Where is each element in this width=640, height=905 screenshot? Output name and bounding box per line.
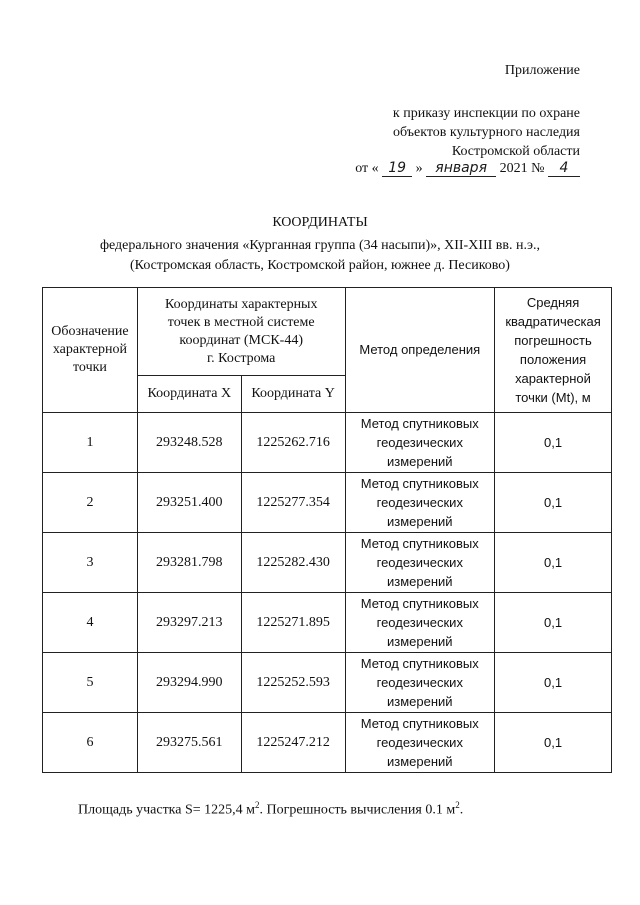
area-end: .: [459, 802, 464, 818]
cell-point: 6: [43, 713, 138, 773]
area-unit-sup: 2: [255, 800, 260, 810]
cell-accuracy: 0,1: [495, 593, 612, 653]
table-row: [43, 593, 612, 653]
table-row: [43, 533, 612, 593]
cell-accuracy: 0,1: [495, 533, 612, 593]
cell-point: 2: [43, 473, 138, 533]
cell-point: 5: [43, 653, 138, 713]
cell-x: 293297.213: [137, 593, 241, 653]
cell-y: 1225282.430: [241, 533, 345, 593]
cell-accuracy: 0,1: [495, 713, 612, 773]
cell-method: Метод спутниковых геодезических измерений: [345, 653, 495, 713]
cell-point: 1: [43, 413, 138, 473]
document-title: КООРДИНАТЫ: [272, 215, 368, 230]
table-row: [43, 473, 612, 533]
cell-method: Метод спутниковых геодезических измерений: [345, 533, 495, 593]
cell-y: 1225277.354: [241, 473, 345, 533]
order-date-line: [355, 160, 580, 177]
date-mid: »: [415, 161, 423, 176]
table-row: [43, 653, 612, 713]
header-coords-line-3: координат (МСК-44): [179, 332, 303, 348]
cell-method: Метод спутниковых геодезических измерений: [345, 713, 495, 773]
header-point: Обозначение характерной точки: [43, 288, 138, 413]
cell-y: 1225262.716: [241, 413, 345, 473]
accuracy-text: . Погрешность вычисления 0.1 м: [259, 802, 456, 818]
header-coordinates-group: [137, 288, 345, 376]
cell-point: 3: [43, 533, 138, 593]
header-x: Координата X: [137, 376, 241, 413]
header-coords-line-4: г. Кострома: [207, 350, 276, 366]
header-method: Метод определения: [345, 288, 495, 413]
cell-accuracy: 0,1: [495, 653, 612, 713]
header-coords-line-1: Координаты характерных: [164, 296, 318, 312]
document-subtitle-2: (Костромская область, Костромской район, южнее д. Песиково): [130, 258, 510, 273]
coordinates-table: [42, 287, 612, 773]
document-subtitle-1: федерального значения «Курганная группа (34 насыпи)», XII-XIII вв. н.э.,: [99, 238, 541, 253]
cell-method: Метод спутниковых геодезических измерений: [345, 413, 495, 473]
cell-x: 293281.798: [137, 533, 241, 593]
cell-y: 1225271.895: [241, 593, 345, 653]
cell-accuracy: 0,1: [495, 473, 612, 533]
date-year: 2021 №: [499, 161, 545, 176]
handwritten-day: 19: [382, 160, 412, 177]
cell-x: 293275.561: [137, 713, 241, 773]
cell-method: Метод спутниковых геодезических измерений: [345, 593, 495, 653]
header-y: Координата Y: [241, 376, 345, 413]
area-text: Площадь участка S= 1225,4 м: [78, 802, 256, 818]
accuracy-unit-sup: 2: [455, 800, 460, 810]
area-note: [78, 800, 463, 819]
cell-method: Метод спутниковых геодезических измерений: [345, 473, 495, 533]
header-error: Средняя квадратическая погрешность положения характерной точки (Mt), м: [495, 288, 612, 413]
order-reference: [393, 104, 580, 161]
date-prefix: от «: [355, 161, 379, 176]
table-row: [43, 713, 612, 773]
cell-x: 293251.400: [137, 473, 241, 533]
cell-accuracy: 0,1: [495, 413, 612, 473]
order-line-1: к приказу инспекции по охране: [392, 106, 580, 121]
order-line-2: объектов культурного наследия: [392, 125, 580, 140]
header-coords-line-2: точек в местной системе: [167, 314, 315, 330]
handwritten-month: января: [426, 160, 496, 177]
appendix-title: Приложение: [504, 63, 580, 78]
cell-y: 1225247.212: [241, 713, 345, 773]
cell-x: 293248.528: [137, 413, 241, 473]
table-row: [43, 413, 612, 473]
order-line-3: Костромской области: [451, 144, 580, 159]
handwritten-order-number: 4: [548, 160, 580, 177]
cell-y: 1225252.593: [241, 653, 345, 713]
cell-point: 4: [43, 593, 138, 653]
cell-x: 293294.990: [137, 653, 241, 713]
